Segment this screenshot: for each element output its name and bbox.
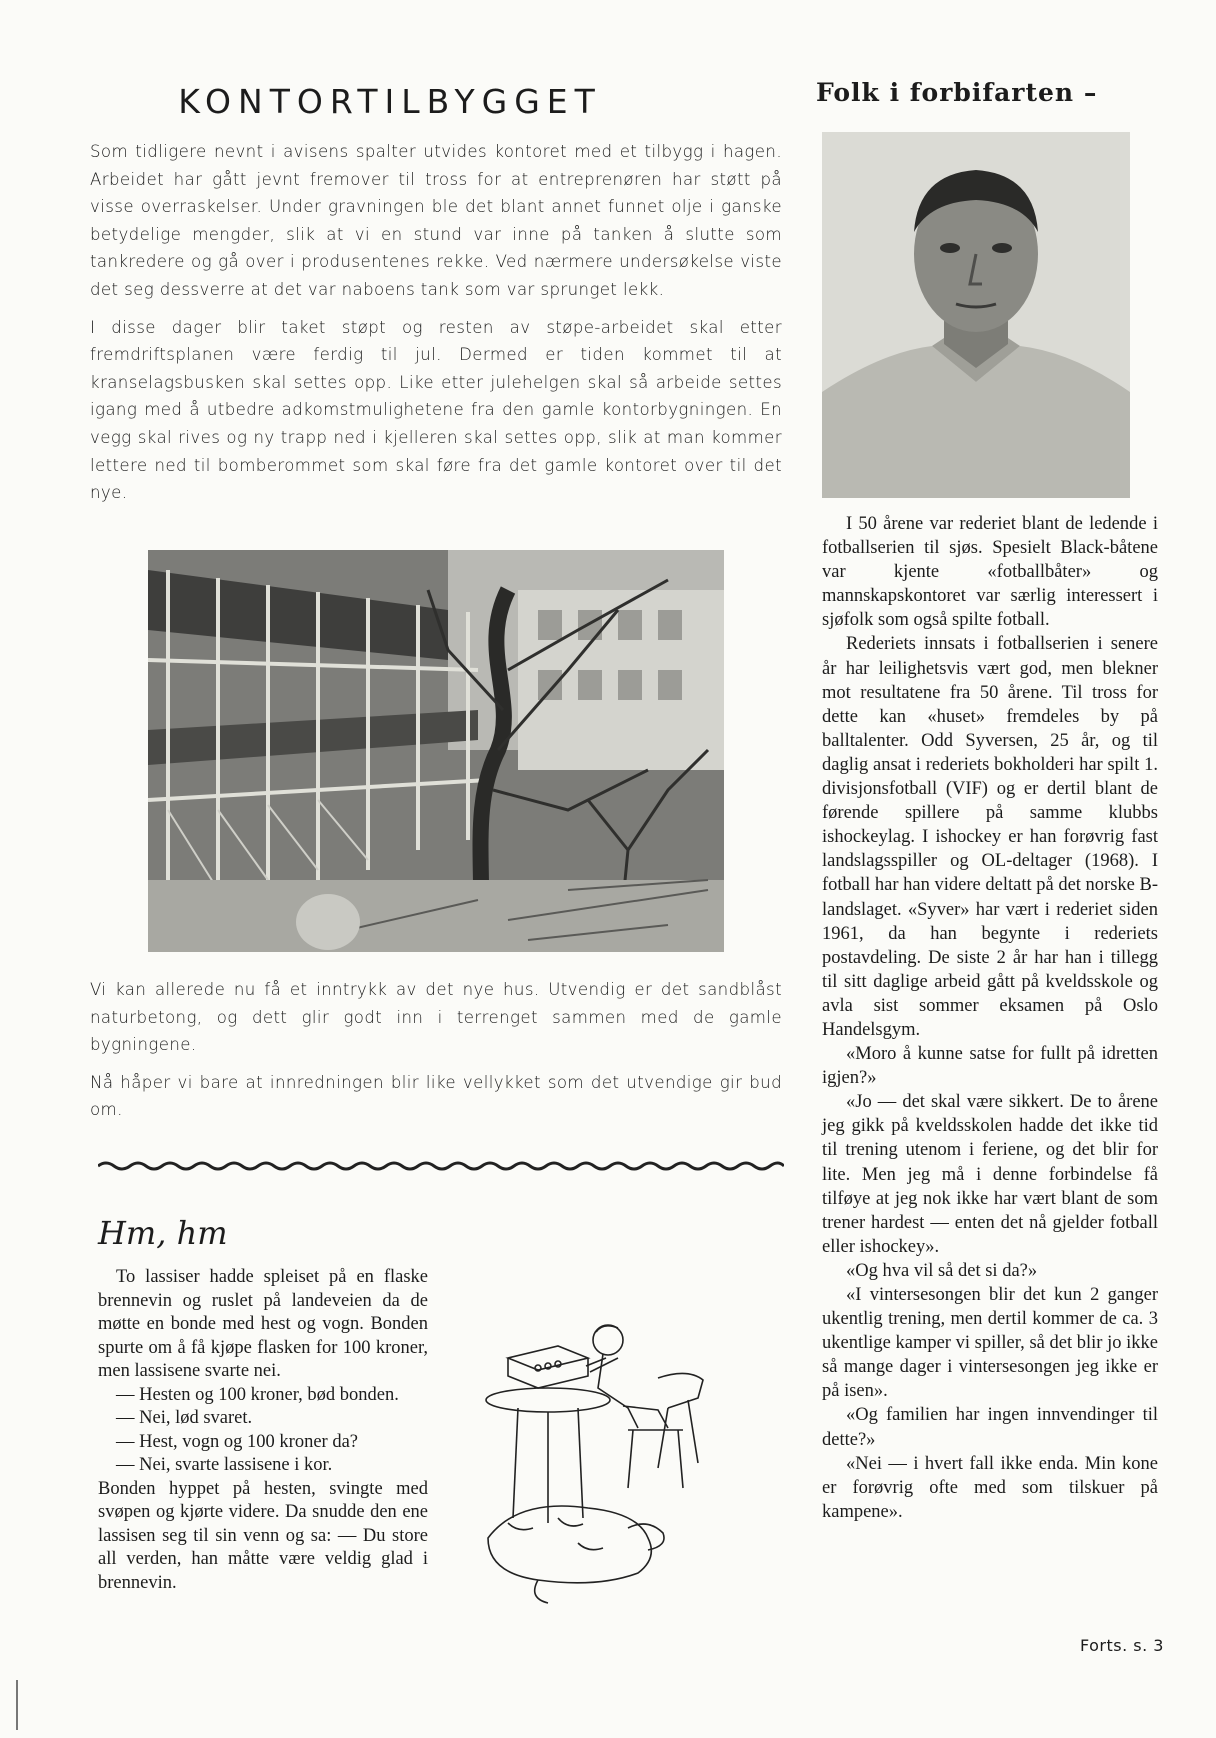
article-paragraph: Rederiets innsats i fotballserien i senere år har leilighetsvis vært god, men blekner mot resultatene fra 50 årene. Til tross for dette kan «huset» fremdeles by på balltalenter. Odd Syversen, 25 år, og til daglig ansat i rederiets bokholderi har spilt 1. divisjonsfotball (VIF) og er dertil blant de førende spillere på samme klubbs ishockeylag. I ishockey er han forøvrig fast landslagsspiller og OL-deltager (1968). I fotball har han videre deltatt på det norske B-landslaget. «Syver» har vært i rederiet siden 1961, da han begynte i rederiets postavdeling. De siste 2 år har han i tillegg til sitt daglige arbeid gått på kveldsskole og avla sist sommer eksamen på Oslo Handelsgym. xyxy=(822,634,1158,1040)
typist-and-dog-illustration xyxy=(478,1318,728,1608)
article-paragraph: Vi kan allerede nu få et inntrykk av det nye hus. Utvendig er det sandblåst naturbetong, og dett glir godt inn i terrenget sammen med de gamle bygningene. xyxy=(90,980,782,1055)
story-paragraph: Bonden hyppet på hesten, svingte med svøpen og kjørte videre. Da snudde den ene lassisen seg til sin venn og sa: — Du store all verden, han måtte være veldig glad i brennevin. xyxy=(98,1478,428,1593)
article-paragraph: I 50 årene var rederiet blant de ledende i fotballserien til sjøs. Spesielt Black-båtene var kjente «fotballbåter» og mannskapskontoret var særlig interessert i sjøfolk som også spilte fotball. xyxy=(822,514,1158,631)
interview-answer: «Nei — i hvert fall ikke enda. Min kone er forøvrig ofte med som tilskuer på kampene». xyxy=(822,1453,1158,1522)
portrait-photo xyxy=(822,132,1130,498)
story-line: — Hest, vogn og 100 kroner da? xyxy=(116,1431,358,1452)
kontortilbygget-article xyxy=(90,138,782,517)
construction-photo xyxy=(148,550,724,952)
article-paragraph: Som tidligere nevnt i avisens spalter utvides kontoret med et tilbygg i hagen. Arbeidet har gått jevnt fremover til tross for at entreprenøren har støtt på visse overraskelser. Under gravningen ble det blant annet funnet olje i ganske betydelige mengder, slik at vi en stund var inne på tanken å slutte som tankredere og gå over i produsentenes rekke. Ved nærmere undersøkelse viste det seg dessverre at det var naboens tank som var sprunget lekk. xyxy=(90,142,782,299)
folk-i-forbifarten-article xyxy=(822,512,1158,1524)
interview-answer: «Jo — det skal være sikkert. De to årene jeg gikk på kveldsskolen hadde det ikke tid til trening utenom i feriene, og det blir for lite. Men jeg må i denne forbindelse få tilføye at jeg nok ikke har vært blant de som trener hardest — enten det nå gjelder fotball eller ishockey». xyxy=(822,1092,1158,1257)
interview-question: «Og familien har ingen innvendinger til dette?» xyxy=(822,1405,1158,1450)
story-line: — Nei, lød svaret. xyxy=(116,1408,253,1428)
interview-answer: «I vintersesongen blir det kun 2 ganger ukentlig trening, men dertil kommer de ca. 3 ukentlige kamper vi spiller, så det blir jo ikke så mange dager i vintersesongen jeg ikke er på isen». xyxy=(822,1285,1158,1402)
article-paragraph: I disse dager blir taket støpt og resten av støpe-arbeidet skal etter fremdriftsplanen være ferdig til jul. Dermed er tiden kommet til at kranselagsbusken skal settes opp. Like etter julehelgen skal så arbeide settes igang med å utbedre adkomstmulighetene fra den gamle kontorbygningen. En vegg skal rives og ny trapp ned i kjelleren skal settes opp, slik at man kommer lettere ned til bomberommet som skal føre fra det gamle kontoret over til det nye. xyxy=(90,317,782,503)
interview-question: «Moro å kunne satse for fullt på idretten igjen?» xyxy=(822,1044,1158,1089)
kontortilbygget-title: KONTORTILBYGGET xyxy=(178,82,602,121)
decorative-divider xyxy=(98,1160,784,1172)
story-line: — Hesten og 100 kroner, bød bonden. xyxy=(116,1384,399,1405)
interview-question: «Og hva vil så det si da?» xyxy=(846,1260,1038,1281)
hm-hm-story xyxy=(98,1266,428,1595)
folk-i-forbifarten-title: Folk i forbifarten – xyxy=(816,78,1098,107)
story-paragraph: To lassiser hadde spleiset på en flaske brennevin og ruslet på landeveien da de møtte en bonde med hest og vogn. Bonden spurte om å få kjøpe flasken for 100 kroner, men lassisene svarte nei. xyxy=(98,1267,428,1381)
continued-note: Forts. s. 3 xyxy=(1080,1636,1164,1655)
article-paragraph: Nå håper vi bare at innredningen blir like vellykket som det utvendige gir bud om. xyxy=(90,1072,782,1120)
kontortilbygget-article-continued xyxy=(90,976,782,1134)
hm-hm-title: Hm, hm xyxy=(98,1214,228,1252)
story-line: — Nei, svarte lassisene i kor. xyxy=(116,1455,333,1475)
scan-margin-mark xyxy=(16,1680,18,1730)
